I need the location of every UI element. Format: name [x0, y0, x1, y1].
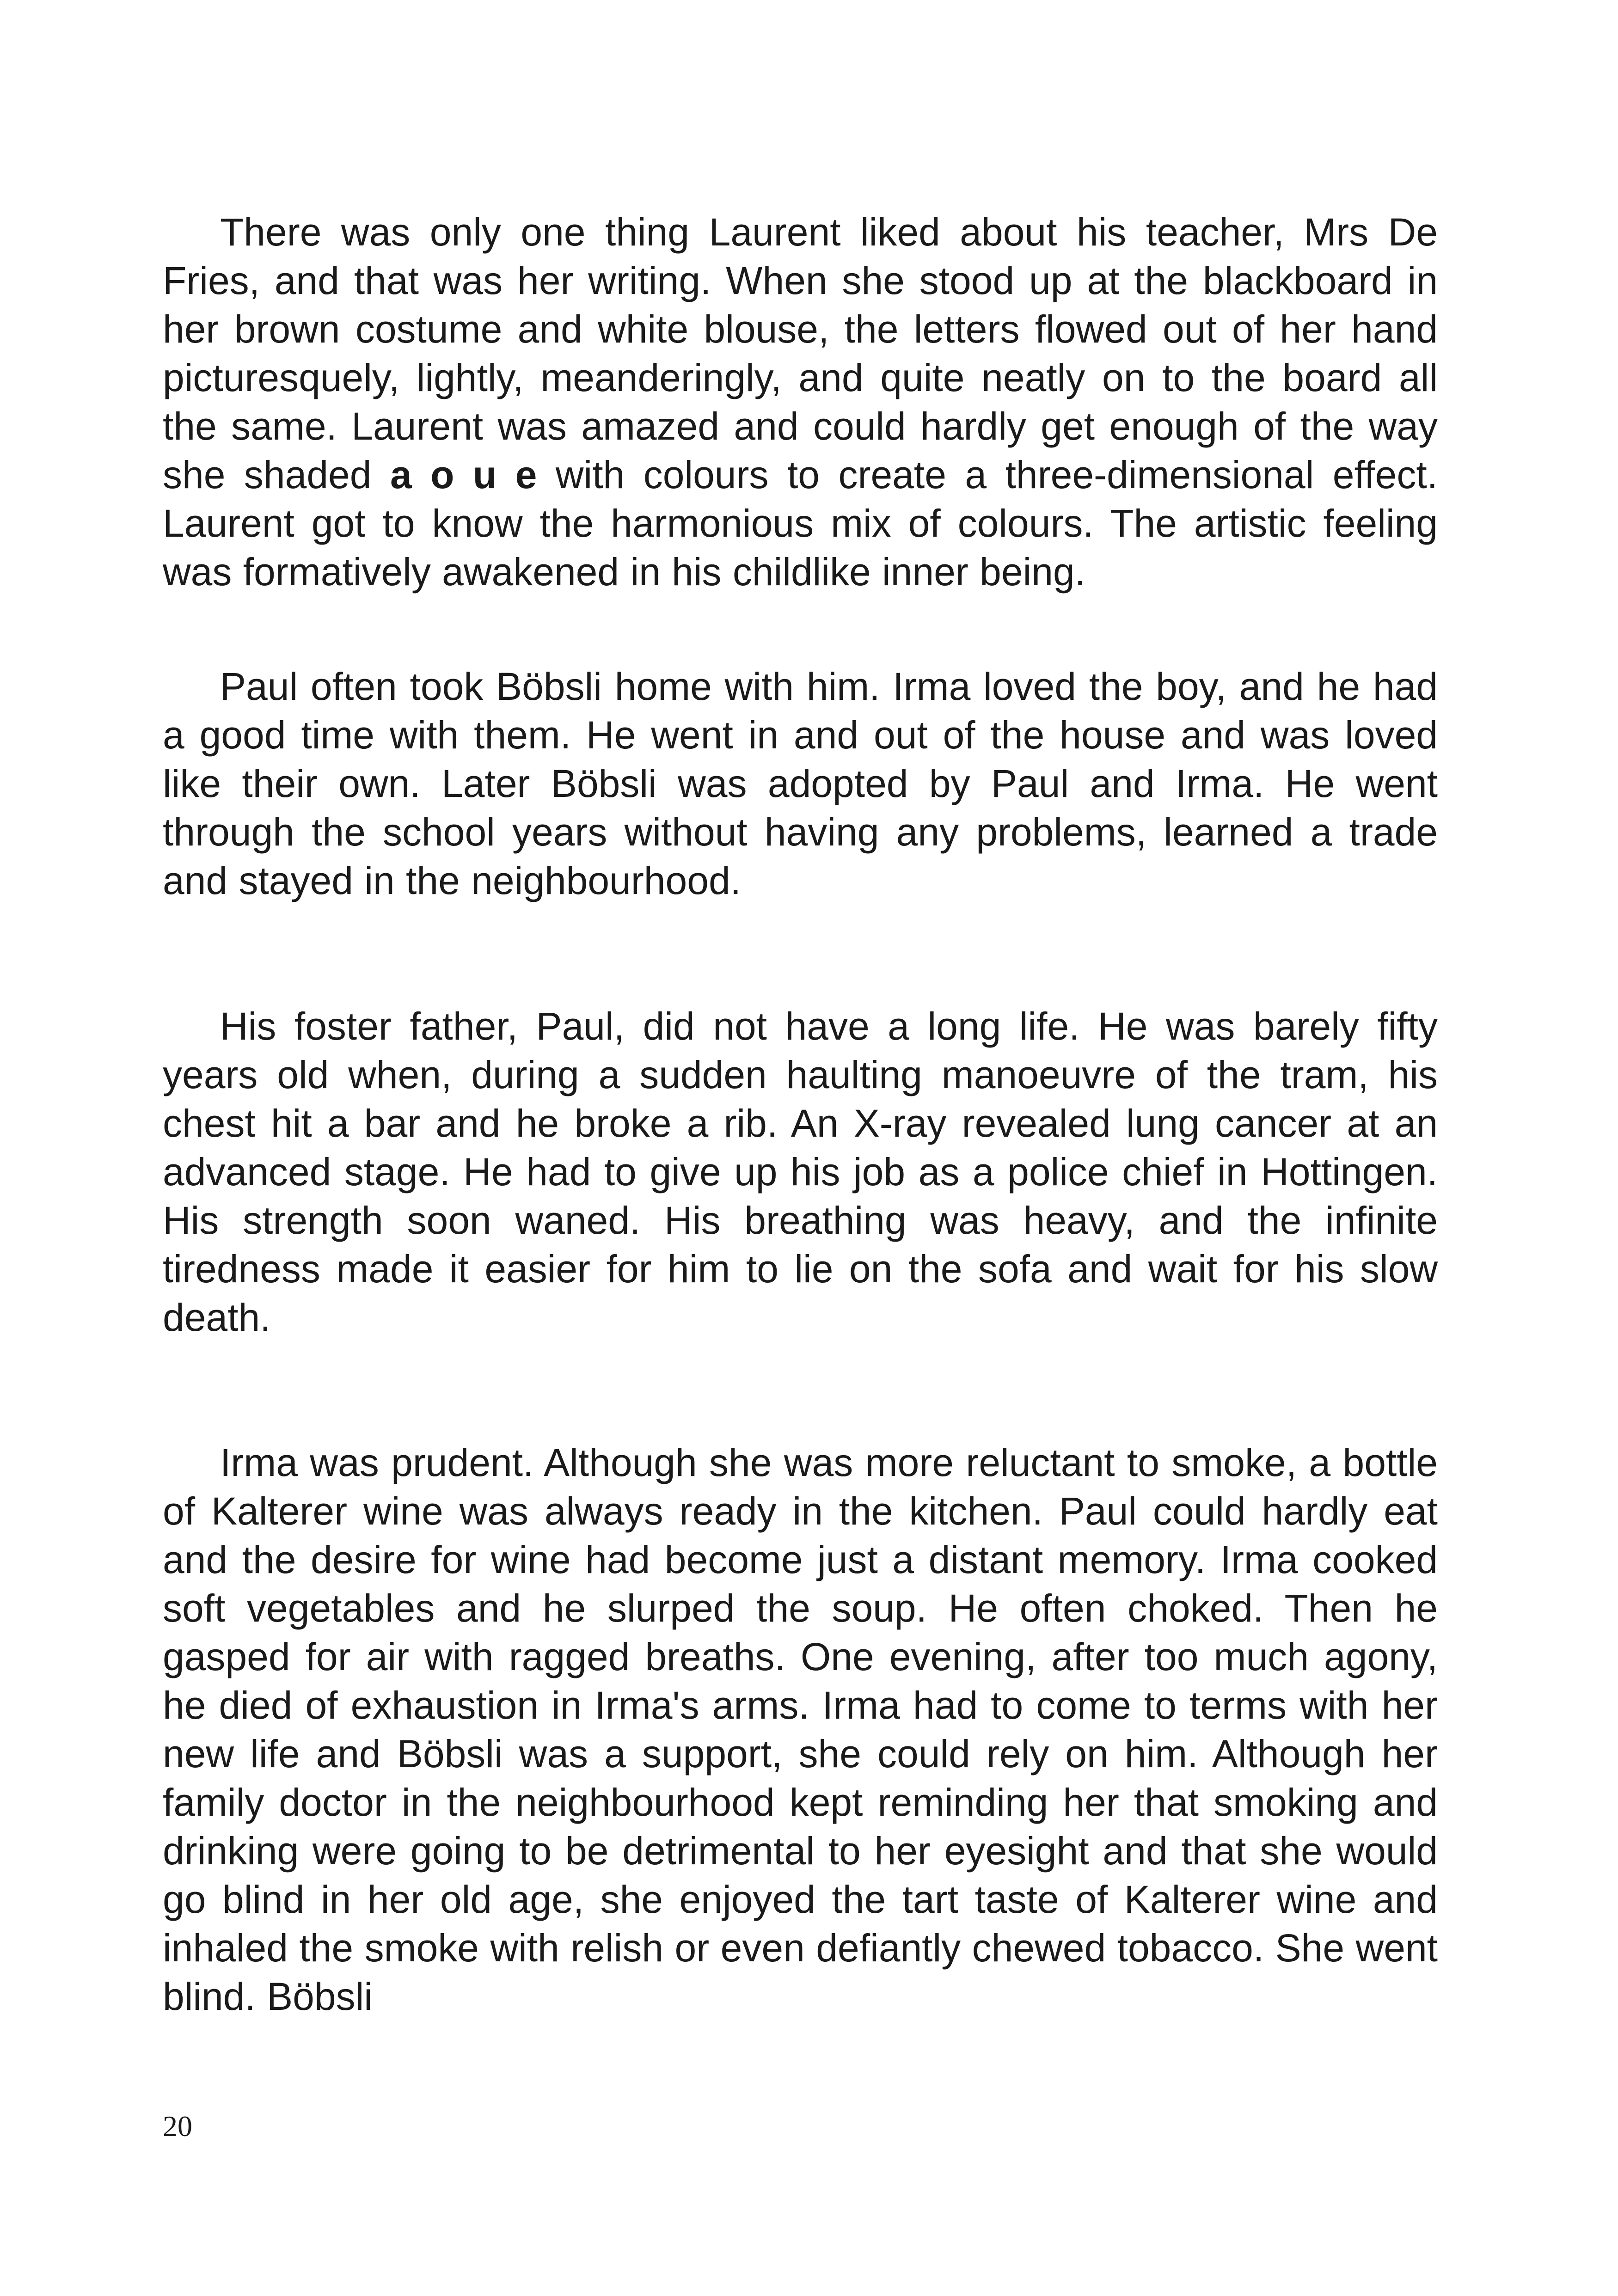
page-number: 20: [163, 2110, 192, 2143]
bold-vowels: a o u e: [390, 453, 537, 496]
paragraph-text-end: with colours to create a three-dimensional effect. Laurent got to know the harmonious mix of colours. The artistic feeling was formatively awakened in his childlike inner being.: [163, 453, 1438, 594]
paragraph-text-start: There was only one thing Laurent liked about his teacher, Mrs De Fries, and that was her writing. When she stood up at the blackboard in her brown costume and white blouse, the letters flowed out of her hand picturesquely, lightly, meanderingly, and quite neatly on to the board all the same. Laurent was amazed and could hardly get enough of the way she shaded: [163, 210, 1438, 496]
paragraph-paul-illness: [163, 1002, 1438, 1342]
paragraph-irma-blindness: [163, 1439, 1438, 2021]
paragraph-text: [163, 208, 1438, 596]
paragraph-bobsli-adoption: [163, 662, 1438, 905]
paragraph-text: Paul often took Böbsli home with him. Irma loved the boy, and he had a good time with them. He went in and out of the house and was loved like their own. Later Böbsli was adopted by Paul and Irma. He went through the school years without having any problems, learned a trade and stayed in the neighbourhood.: [163, 665, 1438, 902]
paragraph-text: His foster father, Paul, did not have a long life. He was barely fifty years old when, during a sudden haulting manoeuvre of the tram, his chest hit a bar and he broke a rib. An X-ray revealed lung cancer at an advanced stage. He had to give up his job as a police chief in Hottingen. His strength soon waned. His breathing was heavy, and the infinite tiredness made it easier for him to lie on the sofa and wait for his slow death.: [163, 1004, 1438, 1339]
paragraph-text: Irma was prudent. Although she was more reluctant to smoke, a bottle of Kalterer wine was always ready in the kitchen. Paul could hardly eat and the desire for wine had become just a distant memory. Irma cooked soft vegetables and he slurped the soup. He often choked. Then he gasped for air with ragged breaths. One evening, after too much agony, he died of exhaustion in Irma's arms. Irma had to come to terms with her new life and Böbsli was a support, she could rely on him. Although her family doctor in the neighbourhood kept reminding her that smoking and drinking were going to be detrimental to her eyesight and that she would go blind in her old age, she enjoyed the tart taste of Kalterer wine and inhaled the smoke with relish or even defiantly chewed tobacco. She went blind. Böbsli: [163, 1441, 1438, 2018]
paragraph-teacher-writing: [163, 208, 1438, 596]
